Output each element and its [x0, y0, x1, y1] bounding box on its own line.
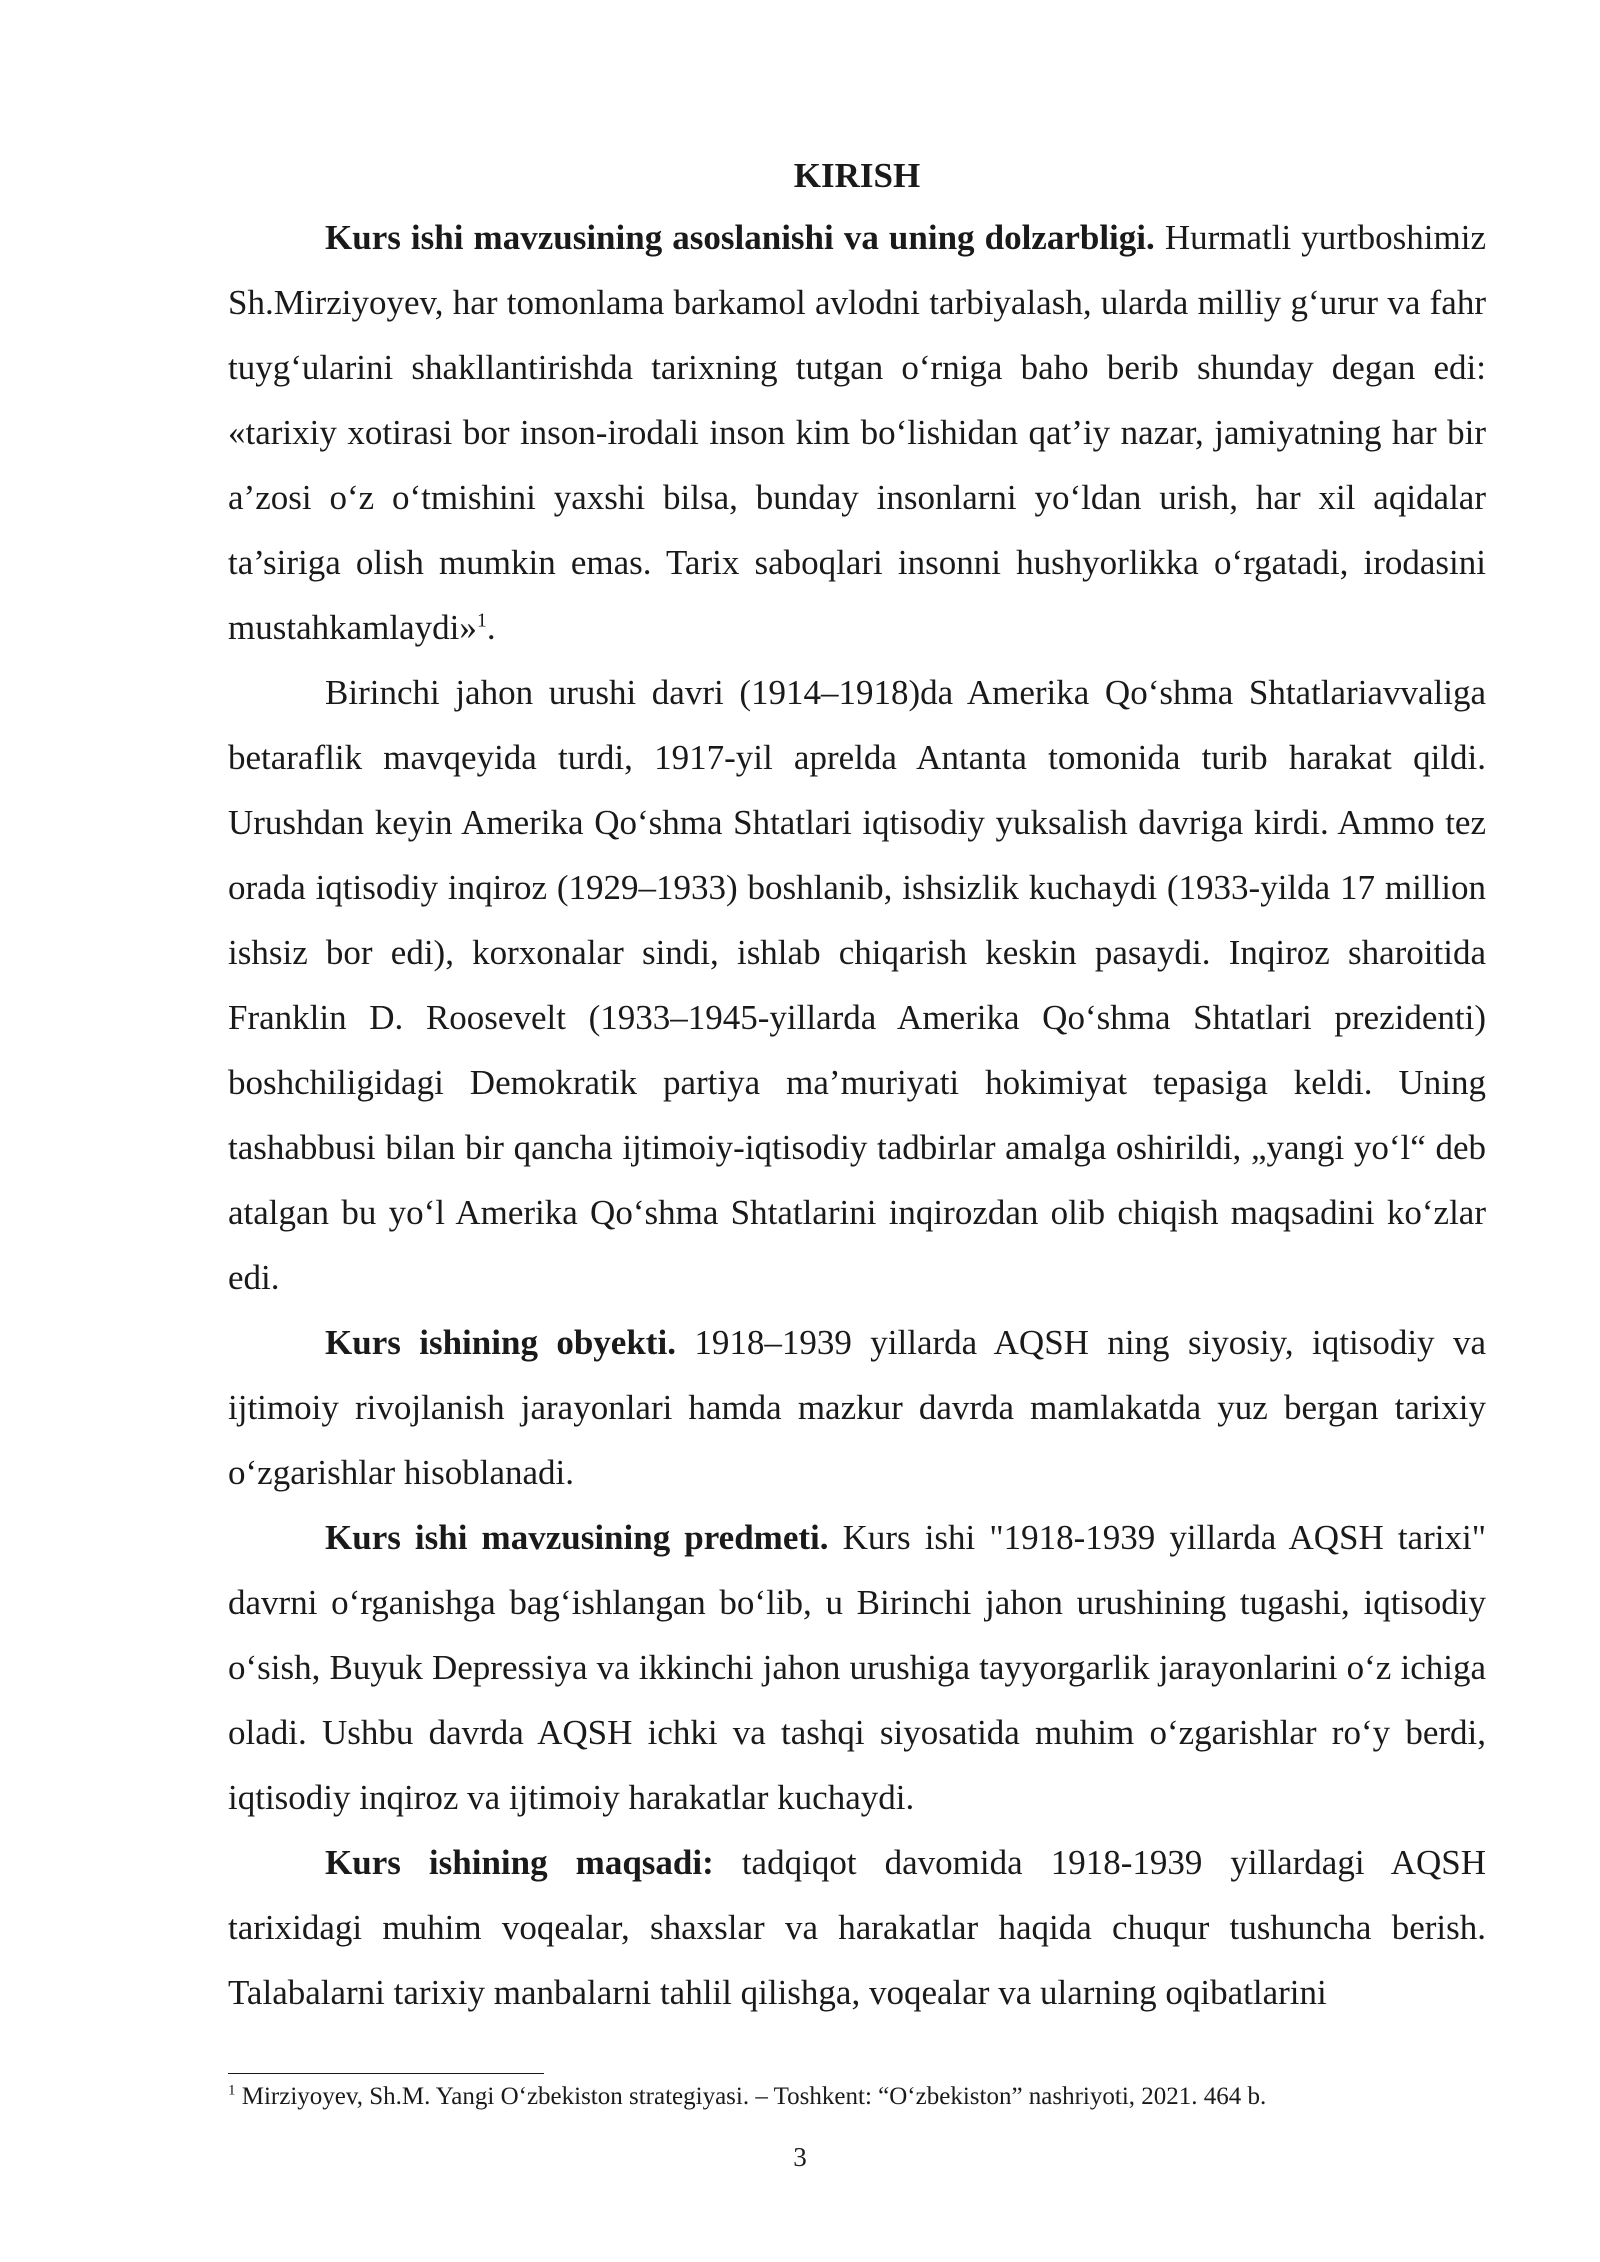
- paragraph-text: Hurmatli yurtboshimiz Sh.Mirziyoyev, har tomonlama barkamol avlodni tarbiyalash, ularda milliy g‘urur va fahr tuyg‘ularini shakllantirishda tarixning tutgan o‘rniga baho berib shunday degan edi: «tarixiy xotirasi bor inson-irodali inson kim bo‘lishidan qat’iy nazar, jamiyatning har bir a’zosi o‘z o‘tmishini yaxshi bilsa, bunday insonlarni yo‘ldan urish, har xil aqidalar ta’siriga olish mumkin emas. Tarix saboqlari insonni hushyorlikka o‘rgatadi, irodasini mustahkamlaydi»: [228, 218, 1486, 647]
- footnote-reference[interactable]: 1: [476, 609, 487, 632]
- paragraph-subject: [228, 1505, 1486, 1830]
- paragraph-object: [228, 1310, 1486, 1505]
- paragraph-text: 1918–1939 yillarda AQSH ning siyosiy, iqtisodiy va ijtimoiy rivojlanish jarayonlari hamda mazkur davrda mamlakatda yuz bergan tarixiy o‘zgarishlar hisoblanadi.: [228, 1323, 1486, 1492]
- footnote-text: Mirziyoyev, Sh.M. Yangi O‘zbekiston strategiyasi. – Toshkent: “O‘zbekiston” nashriyoti, 2021. 464 b.: [235, 2083, 1267, 2110]
- paragraph-history: [228, 660, 1486, 1310]
- main-text: [228, 147, 1486, 2025]
- page-title: KIRISH: [793, 156, 921, 195]
- paragraph-text: Kurs ishi "1918-1939 yillarda AQSH tarixi" davrni o‘rganishga bag‘ishlangan bo‘lib, u Birinchi jahon urushining tugashi, iqtisodiy o‘sish, Buyuk Depressiya va ikkinchi jahon urushiga tayyorgarlik jarayonlarini o‘z ichiga oladi. Ushbu davrda AQSH ichki va tashqi siyosatida muhim o‘zgarishlar ro‘y berdi, iqtisodiy inqiroz va ijtimoiy harakatlar kuchaydi.: [228, 1518, 1486, 1817]
- paragraph-relevance: [228, 205, 1486, 660]
- footnote-number: 1: [228, 2082, 236, 2099]
- paragraph-text: tadqiqot davomida 1918-1939 yillardagi AQSH tarixidagi muhim voqealar, shaxslar va harakatlar haqida chuqur tushuncha berish. Talabalarni tarixiy manbalarni tahlil qilishga, voqealar va ularning oqibatlarini: [228, 1843, 1486, 2012]
- paragraph-tail: .: [486, 608, 496, 647]
- paragraph-lead: Kurs ishining maqsadi:: [325, 1843, 714, 1882]
- paragraph-lead: Kurs ishining obyekti.: [325, 1323, 676, 1362]
- page-number: 3: [793, 2142, 807, 2172]
- paragraph-lead: Kurs ishi mavzusining predmeti.: [325, 1518, 829, 1557]
- paragraph-goal: [228, 1830, 1486, 2025]
- footnote: [228, 2080, 1486, 2114]
- paragraph-lead: Kurs ishi mavzusining asoslanishi va uning dolzarbligi.: [325, 218, 1155, 257]
- paragraph-text: Birinchi jahon urushi davri (1914–1918)da Amerika Qo‘shma Shtatlariavvaliga betaraflik mavqeyida turdi, 1917-yil aprelda Antanta tomonida turib harakat qildi. Urushdan keyin Amerika Qo‘shma Shtatlari iqtisodiy yuksalish davriga kirdi. Ammo tez orada iqtisodiy inqiroz (1929–1933) boshlanib, ishsizlik kuchaydi (1933-yilda 17 million ishsiz bor edi), korxonalar sindi, ishlab chiqarish keskin pasaydi. Inqiroz sharoitida Franklin D. Roosevelt (1933–1945-yillarda Amerika Qo‘shma Shtatlari prezidenti) boshchiligidagi Demokratik partiya ma’muriyati hokimiyat tepasiga keldi. Uning tashabbusi bilan bir qancha ijtimoiy-iqtisodiy tadbirlar amalga oshirildi, „yangi yo‘l“ deb atalgan bu yo‘l Amerika Qo‘shma Shtatlarini inqirozdan olib chiqish maqsadini ko‘zlar edi.: [228, 673, 1486, 1297]
- footnote-separator: [228, 2073, 544, 2074]
